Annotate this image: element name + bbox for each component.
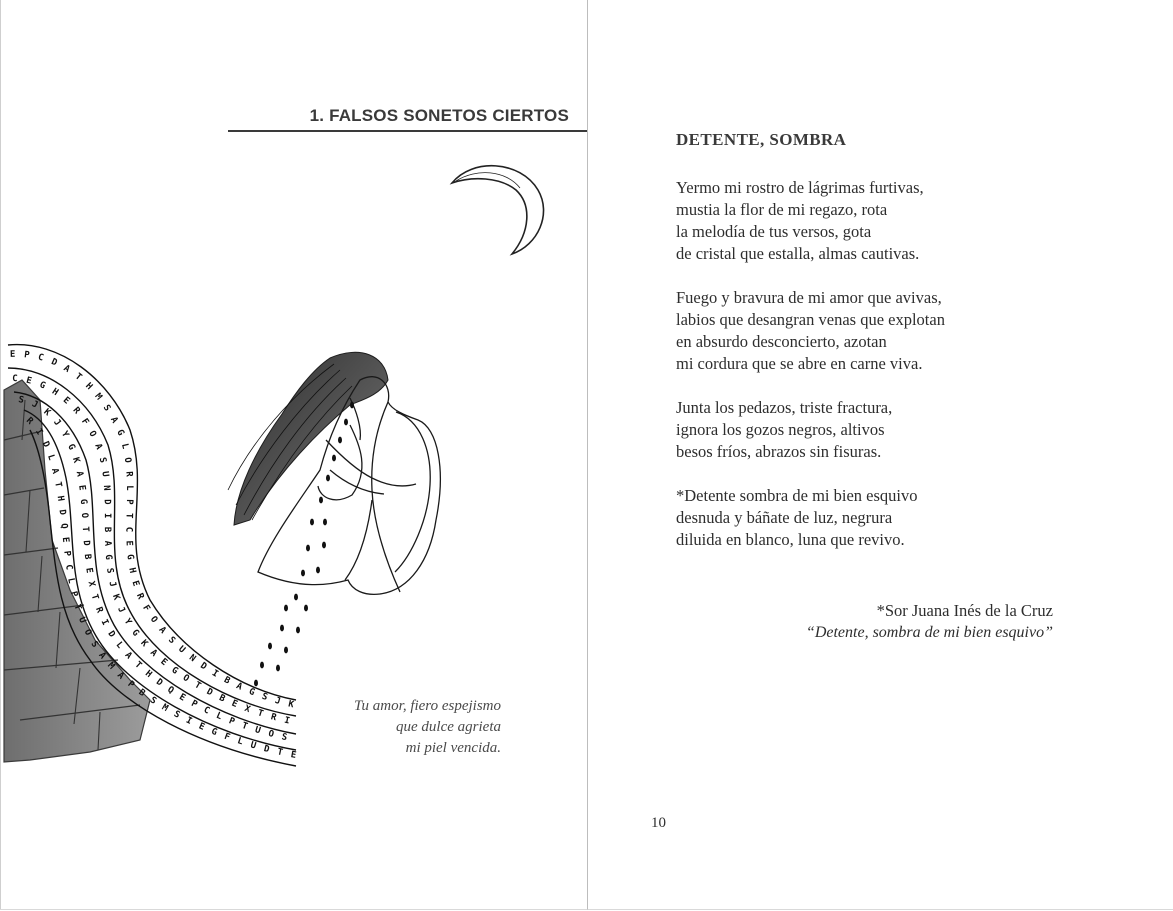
poem-line: *Detente sombra de mi bien esquivo: [676, 486, 918, 505]
poem-line: Yermo mi rostro de lágrimas furtivas,: [676, 178, 924, 197]
poem-line: Junta los pedazos, triste fractura,: [676, 398, 893, 417]
poem-title: DETENTE, SOMBRA: [676, 130, 847, 149]
poem-line: labios que desangran venas que explotan: [676, 310, 945, 329]
poem-line: mi cordura que se abre en carne viva.: [676, 354, 923, 373]
svg-text:E P C D A T H M S A G L O R L: E P C D A T H M S A G L O R L P T C E G H E R F O A S U N D I B A G S J K: [9, 349, 297, 711]
right-page: [588, 0, 1173, 910]
attribution: [806, 600, 1053, 644]
illustration-caption: [354, 696, 501, 759]
svg-text:S J K J Y G K A E G O T D B E: S J K J Y G K A E G O T D B E X T R I D L A T H D Q E P C L P T U O S: [17, 395, 290, 744]
illustration: [0, 150, 587, 780]
page-number: 10: [651, 815, 666, 831]
svg-text:C E G H E R F O A S U N D I B: C E G H E R F O A S U N D I B A G S J K J Y G K A E G O T D B E X T R I: [11, 373, 293, 727]
moon-icon: [452, 166, 544, 254]
poem-line: la melodía de tus versos, gota: [676, 222, 872, 241]
chapter-rule: [228, 130, 587, 132]
poem-line: besos fríos, abrazos sin fisuras.: [676, 442, 882, 461]
poem-line: Fuego y bravura de mi amor que avivas,: [676, 288, 942, 307]
caption-line: que dulce agrieta: [396, 719, 501, 735]
stanza: [676, 397, 945, 463]
svg-text:R I D L A T H D Q E P C L P T: R I D L A T H D Q E P C L P T U O S A M A P B S M S I E G F L U D T E: [23, 415, 299, 762]
poem-line: de cristal que estalla, almas cautivas.: [676, 244, 920, 263]
poem-line: ignora los gozos negros, altivos: [676, 420, 885, 439]
poem-line: mustia la flor de mi regazo, rota: [676, 200, 888, 219]
caption-line: mi piel vencida.: [405, 740, 501, 756]
chapter-title: 1. FALSOS SONETOS CIERTOS: [309, 106, 569, 125]
poem-line: diluida en blanco, luna que revivo.: [676, 530, 905, 549]
poem-body: [676, 177, 945, 573]
poem-line: desnuda y báñate de luz, negrura: [676, 508, 893, 527]
stanza: [676, 287, 945, 375]
poem-line: en absurdo desconcierto, azotan: [676, 332, 887, 351]
stanza: [676, 485, 945, 551]
caption-line: Tu amor, fiero espejismo: [354, 698, 501, 714]
stanza: [676, 177, 945, 265]
attribution-author: *Sor Juana Inés de la Cruz: [876, 601, 1053, 620]
attribution-work: “Detente, sombra de mi bien esquivo”: [805, 624, 1053, 641]
